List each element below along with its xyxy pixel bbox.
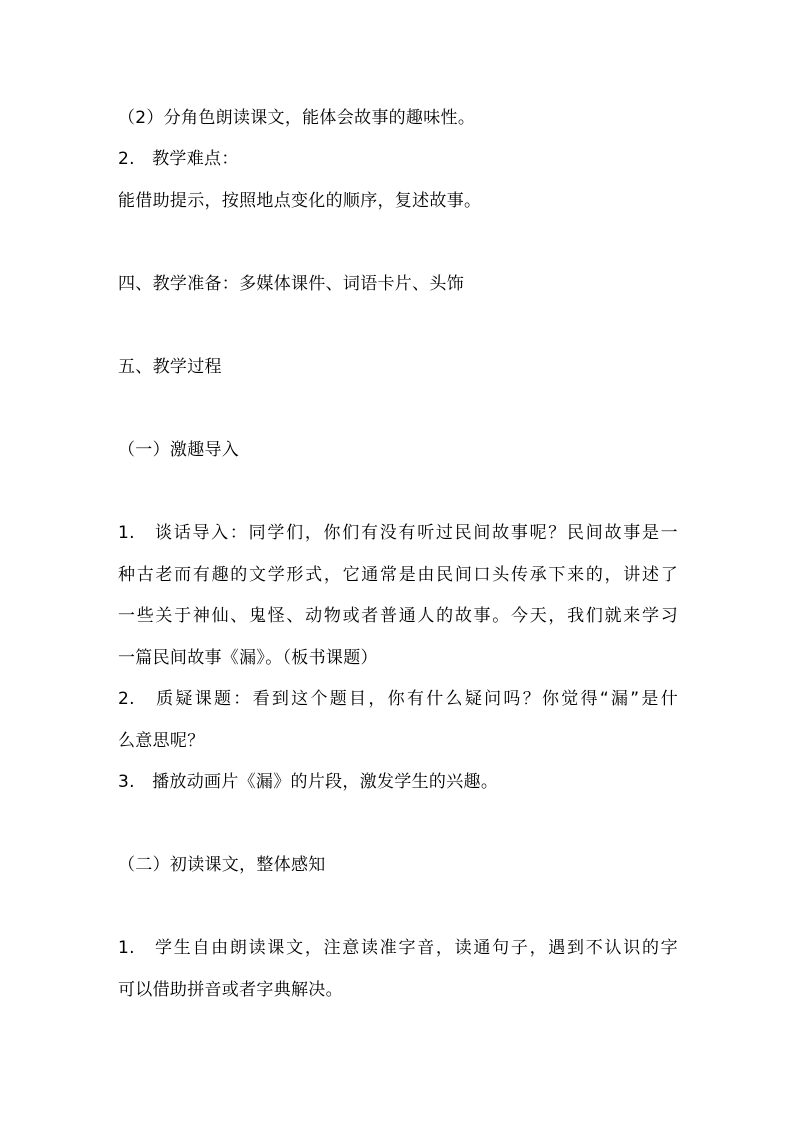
paragraph-line: 可以借助拼音或者字典解决。 [118, 980, 343, 1000]
paragraph-line: 种古老而有趣的文学形式，它通常是由民间口头传承下来的，讲述了 [118, 565, 678, 585]
paragraph-line: 一篇民间故事《漏》。（板书课题） [118, 648, 378, 668]
paragraph-line: 1. 谈话导入：同学们，你们有没有听过民间故事呢？民间故事是一 [118, 523, 678, 543]
difficulty-text: 能借助提示，按照地点变化的顺序，复述故事。 [118, 191, 482, 211]
section-2-heading: （二）初读课文，整体感知 [118, 855, 326, 875]
process-heading: 五、教学过程 [118, 357, 222, 377]
objective-2-text: （2）分角色朗读课文，能体会故事的趣味性。 [118, 108, 476, 128]
paragraph-line: 2. 质疑课题：看到这个题目，你有什么疑问吗？你觉得“漏”是什 [118, 689, 678, 709]
paragraph-line: 3. 播放动画片《漏》的片段，激发学生的兴趣。 [118, 772, 499, 792]
difficulty-heading: 2. 教学难点： [118, 149, 239, 169]
paragraph-line: 1. 学生自由朗读课文，注意读准字音，读通句子，遇到不认识的字 [118, 938, 678, 958]
paragraph-line: 一些关于神仙、鬼怪、动物或者普通人的故事。今天，我们就来学习 [118, 606, 678, 626]
preparation-heading: 四、教学准备：多媒体课件、词语卡片、头饰 [118, 274, 464, 294]
paragraph-line: 么意思呢？ [118, 731, 205, 751]
section-1-heading: （一）激趣导入 [118, 440, 240, 460]
